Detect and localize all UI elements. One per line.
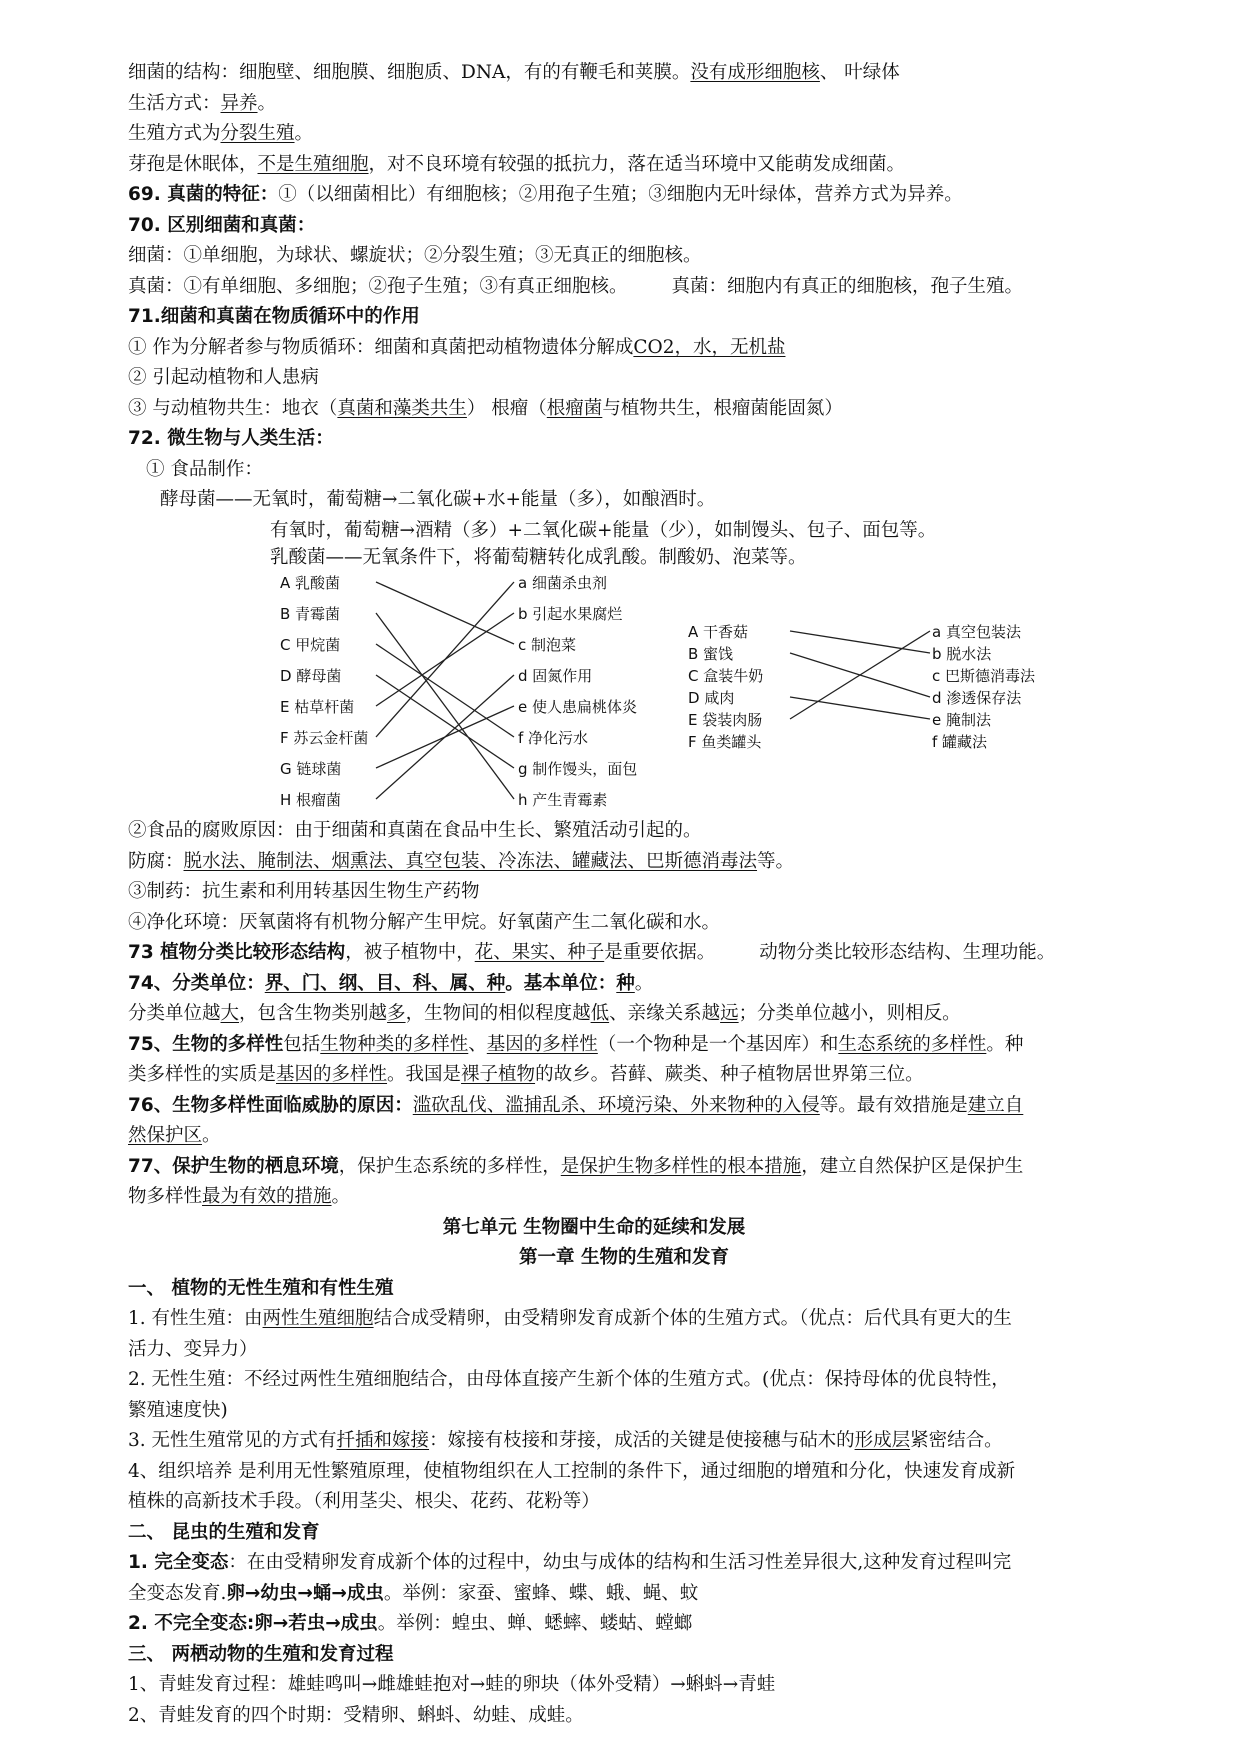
text: 物多样性: [128, 1186, 203, 1207]
match1-right-6: g 制作馒头，面包: [518, 760, 638, 778]
section-73: [128, 938, 1180, 969]
part3-title: [128, 1640, 1180, 1671]
section-72-title: [128, 424, 1180, 455]
p1-item2: [128, 1365, 1180, 1396]
match2-right-1: b 脱水法: [932, 645, 992, 663]
match1-link-1: [376, 613, 514, 799]
part1-title: [128, 1274, 1180, 1305]
match1-right-0: a 细菌杀虫剂: [518, 574, 607, 592]
underlined-text: 滥砍乱伐、滥捕乱杀、环境污染、外来物种的入侵: [412, 1094, 820, 1116]
text: 防腐：: [128, 850, 184, 872]
s72-clean: [128, 908, 1180, 939]
text: 第一章 生物的生殖和发育: [519, 1247, 729, 1268]
underlined-text: 基因的多样性: [276, 1064, 388, 1085]
text: 。: [294, 123, 314, 144]
text: 与植物共生，根瘤菌能固氮）: [602, 397, 843, 419]
section-77: [128, 1152, 1180, 1183]
underlined-text: 真菌和藻类共生: [337, 397, 467, 419]
match1-right-7: h 产生青霉素: [518, 791, 608, 809]
match2-link-3: [790, 631, 930, 719]
text: 、: [468, 1033, 487, 1055]
text: 1. 有性生殖：由: [128, 1308, 263, 1329]
match1-link-3: [376, 675, 514, 768]
underlined-text: 根瘤菌: [546, 397, 603, 419]
section-title: 二、 昆虫的生殖和发育: [128, 1521, 320, 1543]
underlined-text: CO2，水，无机盐: [633, 336, 786, 358]
match1-link-2: [376, 644, 514, 737]
text: 生活方式：: [128, 92, 221, 114]
s74-line2: [128, 999, 1180, 1030]
match1-right-5: f 净化污水: [518, 729, 589, 747]
match2-left-2: C 盒装牛奶: [688, 667, 764, 685]
match1-right-4: e 使人患扁桃体炎: [518, 698, 637, 716]
match1-right-3: d 固氮作用: [518, 667, 593, 685]
s71-item1: [128, 333, 1180, 364]
match1-left-7: H 根瘤菌: [280, 791, 342, 809]
p1-item4: [128, 1457, 1180, 1488]
text: ；分类单位越小，则相反。: [738, 1003, 961, 1024]
text: 繁殖速度快): [128, 1399, 228, 1421]
s70-bacteria: [128, 241, 1180, 272]
section-title: 76、生物多样性面临威胁的原因：: [128, 1094, 413, 1116]
underlined-text: 是保护生物多样性的根本措施: [560, 1155, 802, 1177]
text: ，生物间的相似程度越: [405, 1003, 591, 1024]
p1-item2-l2: [128, 1396, 1180, 1427]
p1-item1-l2: [128, 1335, 1180, 1366]
text: 乳酸菌——无氧条件下，将葡萄糖转化成乳酸。制酸奶、泡菜等。: [270, 547, 807, 568]
underlined-text: 扦插和嫁接: [336, 1430, 430, 1451]
p2-item1: [128, 1548, 1180, 1579]
underlined-text: 生物种类的多样性: [320, 1033, 469, 1055]
term: 2. 不完全变态:卵→若虫→成虫: [128, 1613, 378, 1634]
bacteria-repro: [128, 119, 1180, 150]
underlined-text: 不是生殖细胞: [257, 153, 369, 175]
text: 。: [331, 1186, 351, 1207]
text: 。基本单位：: [505, 972, 617, 994]
text: 细菌：①单细胞，为球状、螺旋状；②分裂生殖；③无真正的细胞核。: [128, 245, 702, 266]
underlined-text: 低: [590, 1003, 610, 1024]
underlined-text: 建立自: [967, 1094, 1024, 1116]
section-title: 73 植物分类比较形态结构: [128, 942, 346, 963]
p2-item1-l2: [128, 1579, 1180, 1610]
text: 芽孢是休眠体，: [128, 153, 258, 175]
match1-right-1: b 引起水果腐烂: [518, 605, 623, 623]
unit-title: [128, 1213, 1180, 1244]
underlined-text: 裸子植物: [461, 1064, 536, 1085]
text: ） 根瘤（: [466, 397, 547, 419]
text: 2、青蛙发育的四个时期：受精卵、蝌蚪、幼蛙、成蛙。: [128, 1704, 584, 1726]
match2-left-5: F 鱼类罐头: [688, 733, 762, 751]
text: 是重要依据。: [604, 942, 716, 963]
text: 分类单位越: [128, 1003, 221, 1024]
text: 3. 无性生殖常见的方式有: [128, 1430, 337, 1451]
match2-link-0: [790, 631, 930, 653]
text: 2. 无性生殖：不经过两性生殖细胞结合，由母体直接产生新个体的生殖方式。(优点：保持母体的优良特性，: [128, 1369, 1010, 1390]
term: 1. 完全变态: [128, 1552, 229, 1573]
match2-right-3: d 渗透保存法: [932, 689, 1022, 707]
match2-right-4: e 腌制法: [932, 711, 991, 729]
text: 有氧时，葡萄糖→酒精（多）+二氧化碳+能量（少），如制馒头、包子、面包等。: [270, 519, 937, 541]
section-75: [128, 1030, 1180, 1061]
text: 。: [257, 92, 277, 114]
s75-line2: [128, 1060, 1180, 1091]
text: 紧密结合。: [910, 1430, 1003, 1451]
section-74: [128, 969, 1180, 1000]
underlined-text: 没有成形细胞核: [690, 62, 820, 83]
match2-left-4: E 袋装肉肠: [688, 711, 763, 729]
match1-left-5: F 苏云金杆菌: [280, 729, 369, 747]
section-70-title: [128, 211, 1180, 242]
text: ① 作为分解者参与物质循环：细菌和真菌把动植物遗体分解成: [128, 336, 634, 358]
text: ④净化环境：厌氧菌将有机物分解产生甲烷。好氧菌产生二氧化碳和水。: [128, 911, 721, 933]
match2-left-1: B 蜜饯: [688, 645, 734, 663]
section-title: 一、 植物的无性生殖和有性生殖: [128, 1277, 394, 1299]
underlined-text: 多: [387, 1003, 406, 1024]
s77-line2: [128, 1182, 1180, 1213]
underlined-text: 大: [220, 1003, 240, 1024]
match1-left-4: E 枯草杆菌: [280, 698, 355, 716]
section-title: 74、分类单位：: [128, 972, 265, 994]
text: 。: [202, 1125, 221, 1146]
text: 真菌：细胞内有真正的细胞核，孢子生殖。: [671, 275, 1024, 297]
section-title: 77、保护生物的栖息环境: [128, 1155, 339, 1177]
p1-item1: [128, 1304, 1180, 1335]
p1-item3: [128, 1426, 1180, 1457]
text: 、 叶绿体: [819, 62, 900, 83]
section-title: 70. 区别细菌和真菌：: [128, 214, 316, 236]
underlined-text: 两性生殖细胞: [262, 1308, 374, 1329]
underlined-text: 形成层: [854, 1430, 911, 1451]
text: 等。: [757, 850, 795, 872]
s71-item2: [128, 363, 1180, 394]
text: 的故乡。苔藓、蕨类、种子植物居世界第三位。: [535, 1064, 924, 1085]
match1-left-2: C 甲烷菌: [280, 636, 341, 654]
s72-yeast2: [128, 516, 1180, 547]
match1-left-0: A 乳酸菌: [280, 574, 341, 592]
s72-spoil: [128, 816, 1180, 847]
s72-preserve: [128, 847, 1180, 878]
text: 第七单元 生物圈中生命的延续和发展: [442, 1216, 746, 1238]
text: 真菌：①有单细胞、多细胞；②孢子生殖；③有真正细胞核。: [128, 275, 628, 297]
p3-item2: [128, 1701, 1180, 1732]
text: 植株的高新技术手段。（利用茎尖、根尖、花药、花粉等）: [128, 1491, 600, 1512]
p3-item1: [128, 1670, 1180, 1701]
match1-link-7: [376, 675, 514, 799]
section-title: 75、生物的多样性: [128, 1033, 284, 1055]
s72-pharma: [128, 877, 1180, 908]
text: 活力、变异力）: [128, 1338, 258, 1360]
text: ①（以细菌相比）有细胞核；②用孢子生殖；③细胞内无叶绿体，营养方式为异养。: [278, 184, 963, 205]
document-page: [128, 58, 1180, 1731]
section-69: [128, 180, 1180, 211]
text: ，被子植物中，: [345, 942, 475, 963]
match1-left-3: D 酵母菌: [280, 667, 342, 685]
text: ，建立自然保护区是保护生: [801, 1155, 1024, 1177]
underlined-text: 生态系统的多样性: [838, 1033, 987, 1055]
text: ，对不良环境有较强的抵抗力，落在适当环境中又能萌发成细菌。: [368, 153, 906, 175]
text: 结合成受精卵，由受精卵发育成新个体的生殖方式。（优点：后代具有更大的生: [373, 1308, 1012, 1329]
section-title: 三、 两栖动物的生殖和发育过程: [128, 1643, 394, 1665]
text: ③ 与动植物共生：地衣（: [128, 397, 338, 419]
text: 酵母菌——无氧时，葡萄糖→二氧化碳+水+能量（多），如酿酒时。: [160, 489, 716, 510]
underlined-text: 然保护区: [128, 1125, 203, 1146]
match2-right-0: a 真空包装法: [932, 623, 1021, 641]
text: 。举例：家蚕、蜜蜂、蝶、蛾、蝇、蚊: [383, 1582, 699, 1604]
section-71-title: [128, 302, 1180, 333]
s72-lactic: [128, 546, 1180, 570]
text: ③制药：抗生素和利用转基因生物生产药物: [128, 881, 480, 902]
s76-line2: [128, 1121, 1180, 1152]
p2-item2: [128, 1609, 1180, 1640]
match1-right-2: c 制泡菜: [518, 636, 577, 654]
text: 、亲缘关系越: [609, 1003, 721, 1024]
match2-left-3: D 咸肉: [688, 689, 735, 707]
matching-diagrams: [128, 570, 1180, 816]
text: 。种: [986, 1033, 1024, 1055]
text: 类多样性的实质是: [128, 1064, 277, 1085]
part2-title: [128, 1518, 1180, 1549]
s71-item3: [128, 394, 1180, 425]
text: 动物分类比较形态结构、生理功能。: [759, 942, 1056, 963]
text: 。: [634, 972, 654, 994]
match2-right-5: f 罐藏法: [932, 733, 988, 751]
bacteria-structure: [128, 58, 1180, 89]
chapter-title: [128, 1243, 1180, 1274]
text: ②食品的腐败原因：由于细菌和真菌在食品中生长、繁殖活动引起的。: [128, 820, 702, 841]
p1-item4-l2: [128, 1487, 1180, 1518]
s72-food: [128, 455, 1180, 486]
underlined-text: 界、门、纲、目、科、属、种: [264, 972, 506, 994]
match1-link-0: [376, 582, 514, 644]
bacteria-spore: [128, 150, 1180, 181]
text: 全变态发育.: [128, 1582, 227, 1604]
s70-fungi: [128, 272, 1180, 303]
text: ：嫁接有枝接和芽接，成活的关键是使接穗与砧木的: [429, 1430, 855, 1451]
section-title: 71.细菌和真菌在物质循环中的作用: [128, 306, 420, 327]
text: ：在由受精卵发育成新个体的过程中，幼虫与成体的结构和生活习性差异很大,这种发育过程叫完: [228, 1552, 1012, 1573]
bacteria-life: [128, 89, 1180, 120]
underlined-text: 种: [616, 972, 635, 994]
underlined-text: 分裂生殖: [220, 123, 295, 144]
match1-left-1: B 青霉菌: [280, 605, 341, 623]
underlined-text: 远: [720, 1003, 739, 1024]
match1-left-6: G 链球菌: [280, 760, 342, 778]
text: ② 引起动植物和人患病: [128, 367, 319, 388]
match2-link-2: [790, 697, 930, 719]
match1-link-5: [376, 582, 514, 737]
text: ① 食品制作：: [146, 458, 263, 480]
text: 1、青蛙发育过程：雄蛙鸣叫→雌雄蛙抱对→蛙的卵块（体外受精）→蝌蚪→青蛙: [128, 1674, 776, 1695]
text: 生殖方式为: [128, 123, 221, 144]
match2-left-0: A 干香菇: [688, 623, 749, 641]
match2-right-2: c 巴斯德消毒法: [932, 667, 1036, 685]
underlined-text: 花、果实、种子: [474, 942, 605, 963]
text: ，保护生态系统的多样性，: [338, 1155, 561, 1177]
text: （一个物种是一个基因库）和: [597, 1033, 839, 1055]
text: 等。最有效措施是: [819, 1094, 968, 1116]
text: 细菌的结构：细胞壁、细胞膜、细胞质、DNA，有的有鞭毛和荚膜。: [128, 62, 691, 83]
section-title: 69. 真菌的特征：: [128, 184, 279, 205]
text: 。举例：蝗虫、蝉、蟋蟀、蝼蛄、螳螂: [377, 1613, 693, 1634]
text: 。我国是: [387, 1064, 462, 1085]
text: 包括: [283, 1033, 321, 1055]
s72-yeast1: [128, 485, 1180, 516]
section-76: [128, 1091, 1180, 1122]
underlined-text: 脱水法、腌制法、烟熏法、真空包装、冷冻法、罐藏法、巴斯德消毒法: [183, 850, 758, 872]
term: 卵→幼虫→蛹→成虫: [226, 1582, 384, 1604]
underlined-text: 异养: [220, 92, 258, 114]
section-title: 72. 微生物与人类生活：: [128, 428, 334, 449]
underlined-text: 最为有效的措施: [202, 1186, 332, 1207]
text: ，包含生物类别越: [239, 1003, 388, 1024]
text: 4、组织培养 是利用无性繁殖原理，使植物组织在人工控制的条件下，通过细胞的增殖和分化，快速发育成新: [128, 1460, 1016, 1482]
underlined-text: 基因的多样性: [486, 1033, 598, 1055]
